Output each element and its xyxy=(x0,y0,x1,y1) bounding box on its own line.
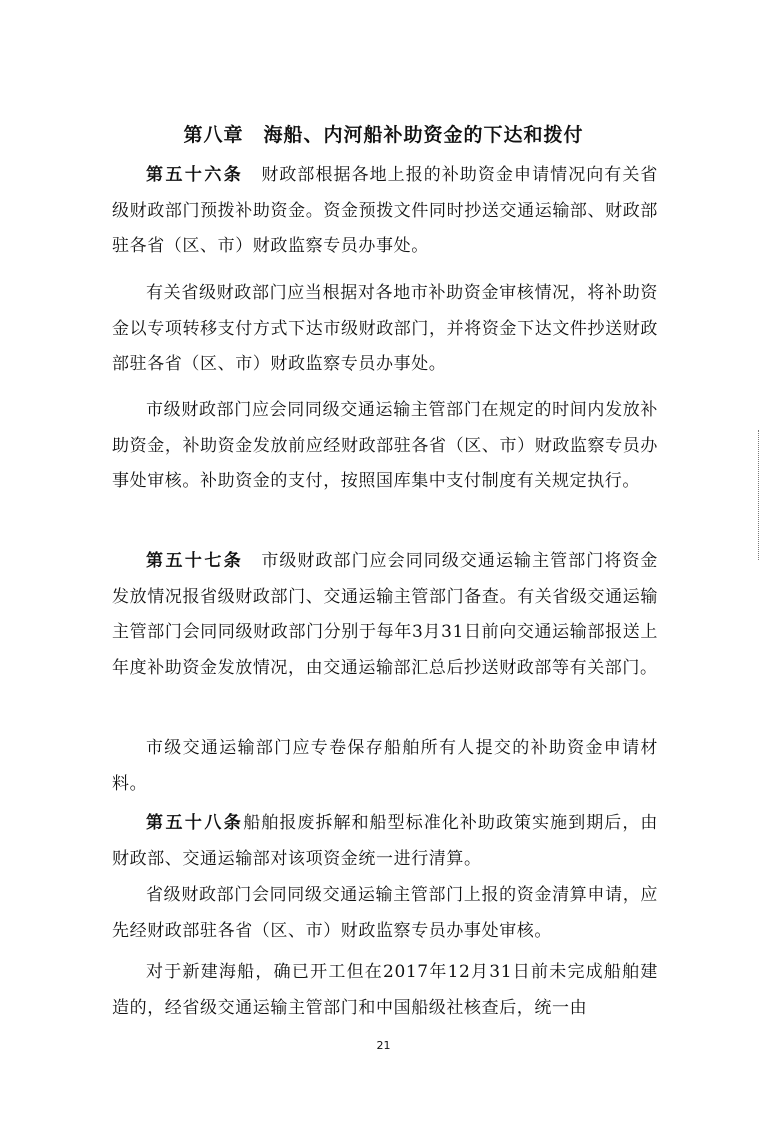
paragraph xyxy=(112,393,658,500)
paragraph-text: 市级财政部门应会同同级交通运输主管部门将资金发放情况报省级财政部门、交通运输主管部门备查。有关省级交通运输主管部门会同同级财政部门分别于每年3月31日前向交通运输部报送上年度补助资金发放情况，由交通运输部汇总后抄送财政部等有关部门。 xyxy=(112,551,658,678)
article-label: 第五十八条 xyxy=(146,813,244,833)
paragraph-text: 船舶报废拆解和船型标准化补助政策实施到期后，由财政部、交通运输部对该项资金统一进行清算。 xyxy=(112,813,658,869)
paragraph-article-58 xyxy=(112,806,658,877)
paragraph-article-56 xyxy=(112,158,658,265)
paragraph-text: 财政部根据各地上报的补助资金申请情况向有关省级财政部门预拨补助资金。资金预拨文件同时抄送交通运输部、财政部驻各省（区、市）财政监察专员办事处。 xyxy=(112,165,658,256)
scan-margin-dots xyxy=(755,430,759,560)
paragraph xyxy=(112,955,658,1026)
article-label: 第五十六条 xyxy=(146,165,244,185)
paragraph xyxy=(112,731,658,802)
paragraph-text: 省级财政部门会同同级交通运输主管部门上报的资金清算申请，应先经财政部驻各省（区、市）财政监察专员办事处审核。 xyxy=(112,885,658,941)
paragraph xyxy=(112,878,658,949)
paragraph-article-57 xyxy=(112,544,658,686)
paragraph-text: 有关省级财政部门应当根据对各地市补助资金审核情况，将补助资金以专项转移支付方式下达市级财政部门，并将资金下达文件抄送财政部驻各省（区、市）财政监察专员办事处。 xyxy=(112,283,658,374)
article-label: 第五十七条 xyxy=(146,551,244,571)
paragraph-text: 市级财政部门应会同同级交通运输主管部门在规定的时间内发放补助资金，补助资金发放前应经财政部驻各省（区、市）财政监察专员办事处审核。补助资金的支付，按照国库集中支付制度有关规定执行。 xyxy=(112,400,658,491)
chapter-title: 第八章 海船、内河船补助资金的下达和拨付 xyxy=(183,124,584,146)
paragraph xyxy=(112,276,658,383)
paragraph-text: 市级交通运输部门应专卷保存船舶所有人提交的补助资金申请材料。 xyxy=(112,738,658,794)
page-number: 21 xyxy=(376,1039,391,1052)
paragraph-text: 对于新建海船，确已开工但在2017年12月31日前未完成船舶建造的，经省级交通运输主管部门和中国船级社核查后，统一由 xyxy=(112,962,658,1018)
